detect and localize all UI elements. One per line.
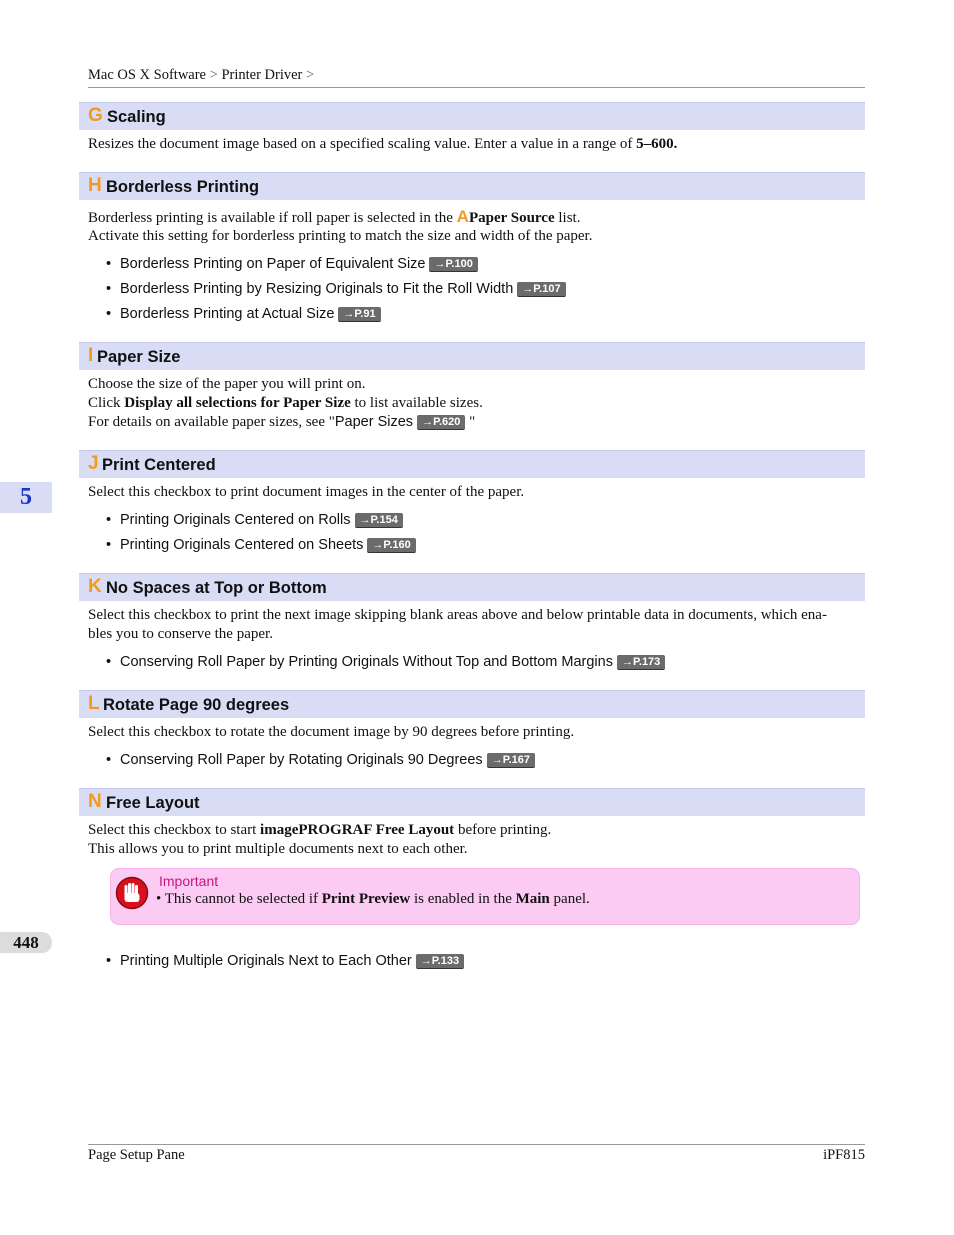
section-letter: L bbox=[88, 693, 100, 714]
link-text[interactable]: Conserving Roll Paper by Rotating Originals 90 Degrees bbox=[120, 752, 483, 768]
paragraph bbox=[88, 394, 860, 413]
list-item: • Borderless Printing at Actual Size →P.91 bbox=[106, 305, 381, 324]
section-letter: J bbox=[88, 453, 99, 474]
important-label: Important bbox=[159, 873, 219, 889]
paragraph-text: panel. bbox=[549, 891, 590, 907]
list-item: • Printing Originals Centered on Rolls →P.154 bbox=[106, 511, 403, 530]
paragraph bbox=[88, 821, 860, 840]
breadcrumb bbox=[88, 67, 865, 88]
list-item: • Borderless Printing on Paper of Equivalent Size →P.100 bbox=[106, 255, 478, 274]
section-letter: G bbox=[88, 105, 103, 126]
section-letter: N bbox=[88, 791, 102, 812]
link-text[interactable]: Paper Sizes bbox=[334, 414, 414, 430]
paragraph bbox=[88, 207, 860, 228]
page-number-tab: 448 bbox=[0, 932, 52, 953]
bold-text: Display all selections for Paper Size bbox=[124, 395, 351, 411]
list-item: • Printing Originals Centered on Sheets →P.160 bbox=[106, 536, 416, 555]
link-text[interactable]: Borderless Printing at Actual Size bbox=[120, 306, 335, 322]
paragraph-text: to list available sizes. bbox=[350, 395, 483, 411]
bold-text: 5–600. bbox=[636, 136, 678, 152]
paragraph-text: " bbox=[465, 414, 476, 430]
bold-text: imagePROGRAF Free Layout bbox=[260, 822, 455, 838]
section-title: Free Layout bbox=[106, 794, 200, 812]
page-ref-button[interactable]: →P.173 bbox=[617, 655, 665, 670]
paragraph bbox=[88, 413, 860, 432]
paragraph-text: For details on available paper sizes, see " bbox=[88, 414, 335, 430]
link-text[interactable]: Borderless Printing by Resizing Originals to Fit the Roll Width bbox=[120, 281, 514, 297]
link-text[interactable]: Printing Multiple Originals Next to Each Other bbox=[120, 953, 412, 969]
link-text[interactable]: Conserving Roll Paper by Printing Originals Without Top and Bottom Margins bbox=[120, 654, 613, 670]
list-item: • Printing Multiple Originals Next to Each Other →P.133 bbox=[106, 952, 464, 971]
chapter-tab: 5 bbox=[0, 482, 52, 513]
section-letter: H bbox=[88, 175, 102, 196]
page-ref-button[interactable]: →P.100 bbox=[429, 257, 477, 272]
bold-text: Paper Source bbox=[468, 210, 555, 226]
section-title: Paper Size bbox=[97, 348, 181, 366]
paragraph-text: Select this checkbox to start bbox=[88, 822, 261, 838]
important-text: • This cannot be selected if Print Preview is enabled in the Main panel. bbox=[156, 891, 590, 907]
section-title: Borderless Printing bbox=[106, 178, 260, 196]
footer-right: iPF815 bbox=[823, 1147, 865, 1163]
breadcrumb-part[interactable]: Mac OS X Software bbox=[88, 67, 206, 83]
section-title: Print Centered bbox=[102, 456, 216, 474]
list-item: • Borderless Printing by Resizing Originals to Fit the Roll Width →P.107 bbox=[106, 280, 566, 299]
page-ref-button[interactable]: →P.107 bbox=[517, 282, 565, 297]
paragraph-text: is enabled in the bbox=[410, 891, 516, 907]
paragraph: Choose the size of the paper you will print on. bbox=[88, 376, 366, 392]
paragraph-text: Resizes the document image based on a specified scaling value. Enter a value in a range of bbox=[88, 136, 637, 152]
stop-hand-icon bbox=[115, 876, 149, 910]
paragraph: bles you to conserve the paper. bbox=[88, 626, 273, 642]
paragraph-text: Borderless printing is available if roll paper is selected in the bbox=[88, 210, 457, 226]
page-ref-button[interactable]: →P.620 bbox=[417, 415, 465, 430]
footer bbox=[88, 1144, 865, 1164]
inline-letter: A bbox=[456, 207, 469, 226]
section-header-borderless-printing bbox=[79, 172, 865, 200]
page-ref-button[interactable]: →P.160 bbox=[367, 538, 415, 553]
paragraph-text: list. bbox=[554, 210, 581, 226]
list-item: • Conserving Roll Paper by Rotating Originals 90 Degrees →P.167 bbox=[106, 751, 535, 770]
paragraph-text: This cannot be selected if bbox=[164, 891, 322, 907]
page-ref-button[interactable]: →P.154 bbox=[355, 513, 403, 528]
paragraph: Select this checkbox to rotate the document image by 90 degrees before printing. bbox=[88, 724, 575, 740]
page-ref-button[interactable]: →P.133 bbox=[416, 954, 464, 969]
breadcrumb-part[interactable]: Printer Driver bbox=[221, 67, 303, 83]
paragraph-text: before printing. bbox=[454, 822, 552, 838]
section-title: Rotate Page 90 degrees bbox=[103, 696, 290, 714]
section-header-scaling bbox=[79, 102, 865, 130]
paragraph bbox=[88, 135, 860, 154]
link-text[interactable]: Borderless Printing on Paper of Equivalent Size bbox=[120, 256, 426, 272]
page-ref-button[interactable]: →P.91 bbox=[338, 307, 380, 322]
paragraph: Select this checkbox to print the next image skipping blank areas above and below printable data in documents, which ena- bbox=[88, 607, 827, 623]
section-letter: I bbox=[88, 345, 94, 366]
bold-text: Print Preview bbox=[321, 891, 411, 907]
section-header-no-spaces bbox=[79, 573, 865, 601]
section-title: No Spaces at Top or Bottom bbox=[106, 579, 327, 597]
page-ref-button[interactable]: →P.167 bbox=[487, 753, 535, 768]
section-header-free-layout bbox=[79, 788, 865, 816]
important-note bbox=[110, 868, 860, 925]
link-text[interactable]: Printing Originals Centered on Rolls bbox=[120, 512, 351, 528]
paragraph: This allows you to print multiple documents next to each other. bbox=[88, 841, 468, 857]
breadcrumb-separator: > bbox=[306, 67, 315, 83]
section-header-paper-size bbox=[79, 342, 865, 370]
section-letter: K bbox=[88, 576, 102, 597]
paragraph: Activate this setting for borderless printing to match the size and width of the paper. bbox=[88, 228, 593, 244]
section-title: Scaling bbox=[107, 108, 166, 126]
footer-left: Page Setup Pane bbox=[88, 1147, 185, 1163]
section-header-print-centered bbox=[79, 450, 865, 478]
link-text[interactable]: Printing Originals Centered on Sheets bbox=[120, 537, 364, 553]
paragraph-text: Click bbox=[88, 395, 125, 411]
list-item: • Conserving Roll Paper by Printing Originals Without Top and Bottom Margins →P.173 bbox=[106, 653, 665, 672]
breadcrumb-separator: > bbox=[209, 67, 218, 83]
bold-text: Main bbox=[515, 891, 550, 907]
paragraph: Select this checkbox to print document images in the center of the paper. bbox=[88, 484, 525, 500]
section-header-rotate-page bbox=[79, 690, 865, 718]
